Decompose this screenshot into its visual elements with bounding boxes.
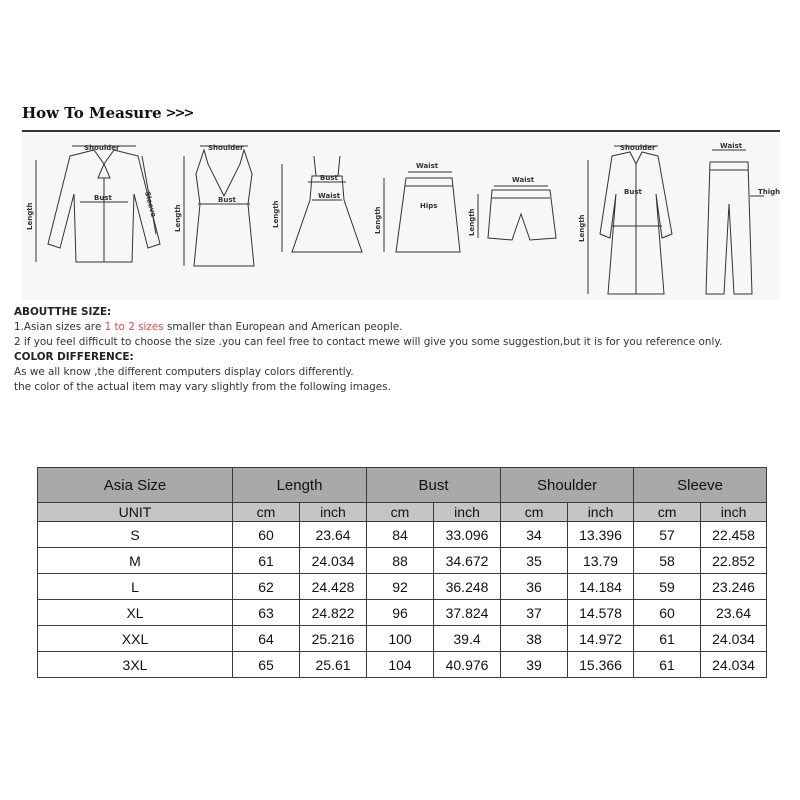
color-difference-heading: COLOR DIFFERENCE:: [14, 351, 134, 363]
table-cell: 33.096: [434, 522, 501, 548]
table-cell: 57: [634, 522, 701, 548]
table-row: [38, 626, 767, 652]
size-note-1: [14, 320, 784, 335]
heading-title: How To Measure: [22, 104, 162, 122]
size-rows: [38, 522, 767, 678]
dress-waist-label: Waist: [318, 192, 341, 200]
header-sleeve: Sleeve: [634, 468, 767, 503]
unit-cell: inch: [300, 503, 367, 522]
table-unit-row: [38, 503, 767, 522]
table-group-header: [38, 468, 767, 503]
blouse-illustration: [36, 146, 160, 262]
table-cell: 39: [501, 652, 568, 678]
table-cell: 13.396: [568, 522, 634, 548]
strap-dress-illustration: [282, 156, 362, 252]
dress-bust-label: Bust: [320, 174, 338, 182]
table-cell: 39.4: [434, 626, 501, 652]
table-row: [38, 574, 767, 600]
table-cell: 22.852: [701, 548, 767, 574]
table-cell: 104: [367, 652, 434, 678]
table-cell: 14.578: [568, 600, 634, 626]
size-label-cell: 3XL: [38, 652, 233, 678]
table-cell: 34: [501, 522, 568, 548]
table-cell: 24.034: [701, 652, 767, 678]
table-cell: 24.428: [300, 574, 367, 600]
table-cell: 60: [634, 600, 701, 626]
table-cell: 23.64: [701, 600, 767, 626]
unit-cell: cm: [634, 503, 701, 522]
size-label-cell: XL: [38, 600, 233, 626]
table-cell: 100: [367, 626, 434, 652]
size-note-2: 2 if you feel difficult to choose the size .you can feel free to contact mewe will give you some suggestion,but it is for you reference only.: [14, 336, 723, 348]
table-cell: 24.034: [300, 548, 367, 574]
table-cell: 40.976: [434, 652, 501, 678]
trousers-thigh-label: Thigh: [758, 188, 780, 196]
table-cell: 14.184: [568, 574, 634, 600]
trench-coat-illustration: [588, 146, 672, 294]
table-row: [38, 548, 767, 574]
header-length: Length: [233, 468, 367, 503]
dress-length-label: Length: [272, 200, 280, 228]
skirt-waist-label: Waist: [416, 162, 439, 170]
blouse-shoulder-label: Shoulder: [84, 144, 120, 152]
table-cell: 61: [634, 652, 701, 678]
trousers-illustration: [706, 150, 764, 294]
size-label-cell: S: [38, 522, 233, 548]
table-cell: 36: [501, 574, 568, 600]
skirt-length-label: Length: [374, 206, 382, 234]
table-cell: 36.248: [434, 574, 501, 600]
table-cell: 15.366: [568, 652, 634, 678]
table-cell: 24.822: [300, 600, 367, 626]
table-cell: 65: [233, 652, 300, 678]
color-note-2: the color of the actual item may vary slightly from the following images.: [14, 381, 391, 393]
table-cell: 58: [634, 548, 701, 574]
table-cell: 23.64: [300, 522, 367, 548]
header-bust: Bust: [367, 468, 501, 503]
table-cell: 23.246: [701, 574, 767, 600]
table-cell: 14.972: [568, 626, 634, 652]
size-label-cell: XXL: [38, 626, 233, 652]
tank-bust-label: Bust: [218, 196, 236, 204]
unit-cell: cm: [367, 503, 434, 522]
table-cell: 61: [233, 548, 300, 574]
table-cell: 64: [233, 626, 300, 652]
size-note-1-suffix: smaller than European and American people.: [163, 321, 403, 333]
tank-length-label: Length: [174, 204, 182, 232]
shorts-length-label: Length: [468, 208, 476, 236]
coat-shoulder-label: Shoulder: [620, 144, 656, 152]
table-cell: 60: [233, 522, 300, 548]
table-row: [38, 522, 767, 548]
header-asia-size: Asia Size: [38, 468, 233, 503]
unit-label: UNIT: [38, 503, 233, 522]
table-cell: 62: [233, 574, 300, 600]
skirt-illustration: [384, 172, 460, 252]
table-cell: 37: [501, 600, 568, 626]
blouse-length-label: Length: [26, 202, 34, 230]
size-chart-table: [37, 467, 767, 678]
size-notes: [14, 305, 784, 395]
table-cell: 92: [367, 574, 434, 600]
heading-divider: [22, 130, 780, 132]
table-cell: 88: [367, 548, 434, 574]
table-row: [38, 600, 767, 626]
size-note-1-prefix: 1.Asian sizes are: [14, 321, 105, 333]
table-cell: 25.61: [300, 652, 367, 678]
table-cell: 59: [634, 574, 701, 600]
blouse-sleeve-label: Sleeve: [143, 190, 158, 219]
shorts-waist-label: Waist: [512, 176, 535, 184]
table-cell: 24.034: [701, 626, 767, 652]
table-cell: 35: [501, 548, 568, 574]
table-cell: 61: [634, 626, 701, 652]
unit-cell: cm: [501, 503, 568, 522]
how-to-measure-heading: [22, 104, 192, 122]
unit-cell: cm: [233, 503, 300, 522]
coat-length-label: Length: [578, 214, 586, 242]
trousers-waist-label: Waist: [720, 142, 743, 150]
skirt-hips-label: Hips: [420, 202, 438, 210]
blouse-bust-label: Bust: [94, 194, 112, 202]
size-note-1-highlight: 1 to 2 sizes: [104, 321, 164, 333]
table-cell: 25.216: [300, 626, 367, 652]
table-cell: 13.79: [568, 548, 634, 574]
table-cell: 37.824: [434, 600, 501, 626]
table-cell: 84: [367, 522, 434, 548]
shorts-illustration: [478, 186, 556, 240]
coat-bust-label: Bust: [624, 188, 642, 196]
measurement-illustrations: [22, 134, 780, 300]
size-label-cell: M: [38, 548, 233, 574]
size-label-cell: L: [38, 574, 233, 600]
header-shoulder: Shoulder: [501, 468, 634, 503]
table-cell: 96: [367, 600, 434, 626]
table-row: [38, 652, 767, 678]
chevron-right-icon: >>>: [165, 105, 193, 121]
unit-cell: inch: [701, 503, 767, 522]
table-cell: 22.458: [701, 522, 767, 548]
tank-shoulder-label: Shoulder: [208, 144, 244, 152]
about-size-heading: ABOUTTHE SIZE:: [14, 306, 112, 318]
table-cell: 34.672: [434, 548, 501, 574]
tank-top-illustration: [184, 146, 254, 266]
table-cell: 38: [501, 626, 568, 652]
color-note-1: As we all know ,the different computers display colors differently.: [14, 366, 354, 378]
table-cell: 63: [233, 600, 300, 626]
unit-cell: inch: [434, 503, 501, 522]
unit-cell: inch: [568, 503, 634, 522]
